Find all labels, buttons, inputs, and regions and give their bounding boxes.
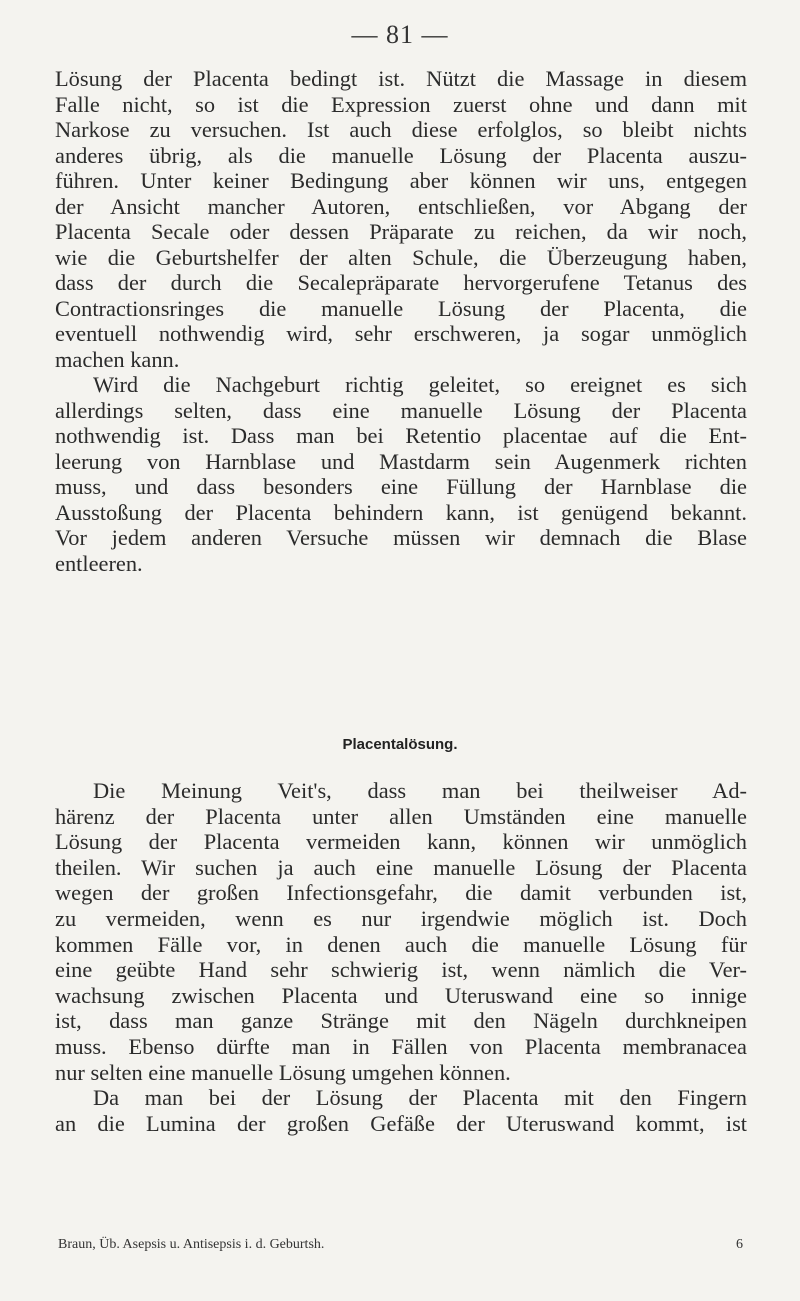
text-line: kommen Fälle vor, in denen auch die manuelle Lösung für xyxy=(55,931,747,957)
text-line: Wird die Nachgeburt richtig geleitet, so ereignet es sich xyxy=(93,372,747,397)
section-heading: Placentalösung. xyxy=(342,736,458,753)
signature-mark: 6 xyxy=(736,1237,743,1252)
text-block-top xyxy=(55,66,747,576)
text-line: Da man bei der Lösung der Placenta mit den Fingern xyxy=(93,1085,747,1111)
text-line: wegen der großen Infectionsgefahr, die damit verbunden ist, xyxy=(55,880,747,906)
text-line: Lösung der Placenta bedingt ist. Nützt die Massage in diesem xyxy=(55,66,747,91)
text-line: Contractionsringes die manuelle Lösung der Placenta, die xyxy=(55,295,747,321)
text-line: anderes übrig, als die manuelle Lösung der Placenta auszu- xyxy=(55,142,747,168)
text-line: Ausstoßung der Placenta behindern kann, ist genügend bekannt. xyxy=(55,499,747,525)
text-line: entleeren. xyxy=(55,550,143,576)
text-line: härenz der Placenta unter allen Umständen eine manuelle xyxy=(55,803,747,829)
paragraph-1 xyxy=(55,66,747,372)
text-line: dass der durch die Secalepräparate hervorgerufene Tetanus des xyxy=(55,270,747,295)
page-number: — 81 — xyxy=(351,20,449,49)
text-line: allerdings selten, dass eine manuelle Lösung der Placenta xyxy=(55,397,747,423)
text-line: ist, dass man ganze Stränge mit den Nägeln durchkneipen xyxy=(55,1008,747,1034)
text-line: wie die Geburtshelfer der alten Schule, die Überzeugung haben, xyxy=(55,244,747,270)
text-line: muss. Ebenso dürfte man in Fällen von Placenta membranacea xyxy=(55,1033,747,1059)
text-line: an die Lumina der großen Gefäße der Uteruswand kommt, ist xyxy=(55,1110,747,1136)
text-line: führen. Unter keiner Bedingung aber können wir uns, entgegen xyxy=(55,168,747,193)
text-line: eine geübte Hand sehr schwierig ist, wenn nämlich die Ver- xyxy=(55,957,747,983)
text-line: muss, und dass besonders eine Füllung der Harnblase die xyxy=(55,474,747,499)
text-line: Die Meinung Veit's, dass man bei theilweiser Ad- xyxy=(93,778,747,803)
text-line: wachsung zwischen Placenta und Uteruswand eine so innige xyxy=(55,982,747,1008)
text-block-bottom xyxy=(55,778,747,1136)
text-line: nothwendig ist. Dass man bei Retentio placentae auf die Ent- xyxy=(55,423,747,448)
text-line: Falle nicht, so ist die Expression zuerst ohne und dann mit xyxy=(55,91,747,117)
text-line: eventuell nothwendig wird, sehr erschweren, ja sogar unmöglich xyxy=(55,321,747,346)
paragraph-4 xyxy=(55,1085,747,1136)
text-line: nur selten eine manuelle Lösung umgehen können. xyxy=(55,1059,511,1085)
paragraph-2 xyxy=(55,372,747,576)
running-title: Braun, Üb. Asepsis u. Antisepsis i. d. Geburtsh. xyxy=(58,1237,325,1252)
text-line: theilen. Wir suchen ja auch eine manuelle Lösung der Placenta xyxy=(55,854,747,880)
text-line: machen kann. xyxy=(55,346,180,372)
page-footer xyxy=(58,1237,743,1253)
text-line: Placenta Secale oder dessen Präparate zu reichen, da wir noch, xyxy=(55,219,747,244)
text-line: der Ansicht mancher Autoren, entschließen, vor Abgang der xyxy=(55,193,747,219)
text-line: Lösung der Placenta vermeiden kann, können wir unmöglich xyxy=(55,829,747,855)
text-line: Vor jedem anderen Versuche müssen wir demnach die Blase xyxy=(55,525,747,550)
text-line: Narkose zu versuchen. Ist auch diese erfolglos, so bleibt nichts xyxy=(55,117,747,142)
text-line: leerung von Harnblase und Mastdarm sein Augenmerk richten xyxy=(55,448,747,474)
text-line: zu vermeiden, wenn es nur irgendwie möglich ist. Doch xyxy=(55,905,747,931)
paragraph-3 xyxy=(55,778,747,1085)
